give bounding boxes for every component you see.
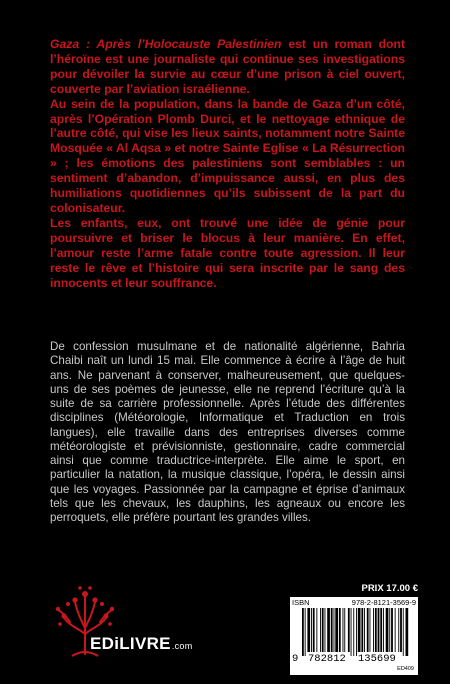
barcode-bar bbox=[307, 608, 310, 652]
isbn-number: 978-2-8121-3569-9 bbox=[351, 598, 416, 607]
synopsis-paragraph-3: Les enfants, eux, ont trouvé une idée de génie pour poursuivre et briser le blocus à leur manière. En effet, l’amour reste l’arme fatale contre toute agression. Il leur reste le rêve et l’histoire qui sera inscrite par le sang des innocents et leur souffrance. bbox=[50, 215, 405, 290]
barcode-bar bbox=[389, 608, 390, 652]
barcode-bar bbox=[383, 608, 384, 652]
publisher-logo bbox=[50, 582, 200, 670]
barcode-digits-right: 135699 bbox=[358, 653, 396, 665]
barcode-bar bbox=[400, 608, 402, 652]
barcode-bar bbox=[343, 608, 344, 652]
author-bio bbox=[50, 340, 405, 525]
synopsis-paragraph-1 bbox=[50, 37, 405, 97]
barcode-bar bbox=[344, 608, 345, 652]
barcode-bar bbox=[406, 608, 409, 656]
barcode-bar bbox=[351, 608, 352, 656]
barcode-bar bbox=[335, 608, 338, 652]
barcode-bar bbox=[364, 608, 365, 652]
synopsis-p1-text: est un roman dont l’héroïne est une journaliste qui continue ses investigations pour dévoiler la survie au cœur d’une prison à ciel ouvert, couverte par l’aviation israélienne. bbox=[50, 37, 406, 96]
barcode-bar bbox=[353, 608, 354, 656]
barcode-bar bbox=[302, 608, 304, 656]
publisher-name bbox=[90, 634, 193, 654]
book-title: Gaza : Après l’Holocauste Palestinien bbox=[50, 37, 282, 51]
barcode-bar bbox=[322, 608, 324, 652]
author-bio-text: De confession musulmane et de nationalité algérienne, Bahria Chaibi naît un lundi 15 mai. Elle commence à écrire à l’âge de huit ans. Ne parvenant à conserver, malheureusement, que quelques-uns de ses poèmes de jeunesse, elle ne reprend l’écriture qu’à la suite de sa carrière professionnelle. Après l’étude des différentes disciplines (Météorologie, Informatique et Traduction en trois langues), elle travaille dans des entreprises diverses comme météorologiste et prévisionniste, gestionnaire, cadre commercial ainsi que comme traductrice-interprète. Elle aime le sport, en particulier la natation, la musique classique, l’opéra, le dessin ainsi que les voyages. Passionnée par la campagne et éprise d’animaux tels que les chevaux, les dauphins, les agneaux ou encore les perroquets, elle préfère pourtant les grandes villes. bbox=[50, 340, 405, 524]
barcode-bar bbox=[398, 608, 399, 652]
barcode-bar bbox=[370, 608, 371, 652]
publisher-name-main: EDiLIVRE bbox=[90, 634, 171, 653]
isbn-line bbox=[292, 598, 416, 607]
barcode-bar bbox=[356, 608, 357, 656]
barcode-bar bbox=[325, 608, 326, 652]
barcode-bar bbox=[375, 608, 377, 652]
barcode-bar bbox=[339, 608, 341, 652]
barcode-bar bbox=[348, 608, 350, 652]
barcode-digits-left: 782812 bbox=[308, 653, 346, 665]
barcode-bar bbox=[386, 608, 389, 652]
barcode-bar bbox=[316, 608, 317, 652]
barcode-bar bbox=[403, 608, 404, 656]
barcode-bar bbox=[305, 608, 306, 656]
barcode-bar bbox=[378, 608, 380, 652]
barcode-bar bbox=[380, 608, 382, 652]
barcode-bar bbox=[367, 608, 369, 652]
barcode-bar bbox=[331, 608, 333, 652]
barcode-bar bbox=[327, 608, 330, 652]
publisher-name-suffix: .com bbox=[171, 641, 193, 651]
isbn-label: ISBN bbox=[292, 598, 310, 607]
barcode-image bbox=[298, 608, 410, 656]
barcode-box bbox=[290, 597, 418, 675]
synopsis-block bbox=[50, 37, 405, 290]
barcode-bar bbox=[320, 608, 321, 652]
barcode-bar bbox=[313, 608, 315, 652]
barcode-bar bbox=[358, 608, 361, 652]
barcode-digit-first: 9 bbox=[292, 653, 299, 665]
barcode-bar bbox=[361, 608, 363, 652]
price-label: PRIX 17.00 € bbox=[361, 583, 418, 594]
barcode-bar bbox=[311, 608, 312, 652]
synopsis-paragraph-2: Au sein de la population, dans la bande de Gaza d’un côté, après l’Opération Plomb Durci, et le nettoyage ethnique de l’autre côté, qui vise les lieux saints, notamment notre Sainte Mosquée « Al Aqsa » et notre Sainte Eglise « La Résurrection » ; les émotions des palestiniens sont semblables : un sentiment d’abandon, d’impuissance aussi, en plus des humiliations quotidiennes qu’ils subissent de la part du colonisateur. bbox=[50, 96, 405, 215]
barcode-bar bbox=[391, 608, 393, 652]
barcode-small-code: ED409 bbox=[397, 666, 414, 672]
barcode-bar bbox=[373, 608, 374, 652]
barcode-bar bbox=[334, 608, 335, 652]
barcode-bar bbox=[395, 608, 396, 652]
